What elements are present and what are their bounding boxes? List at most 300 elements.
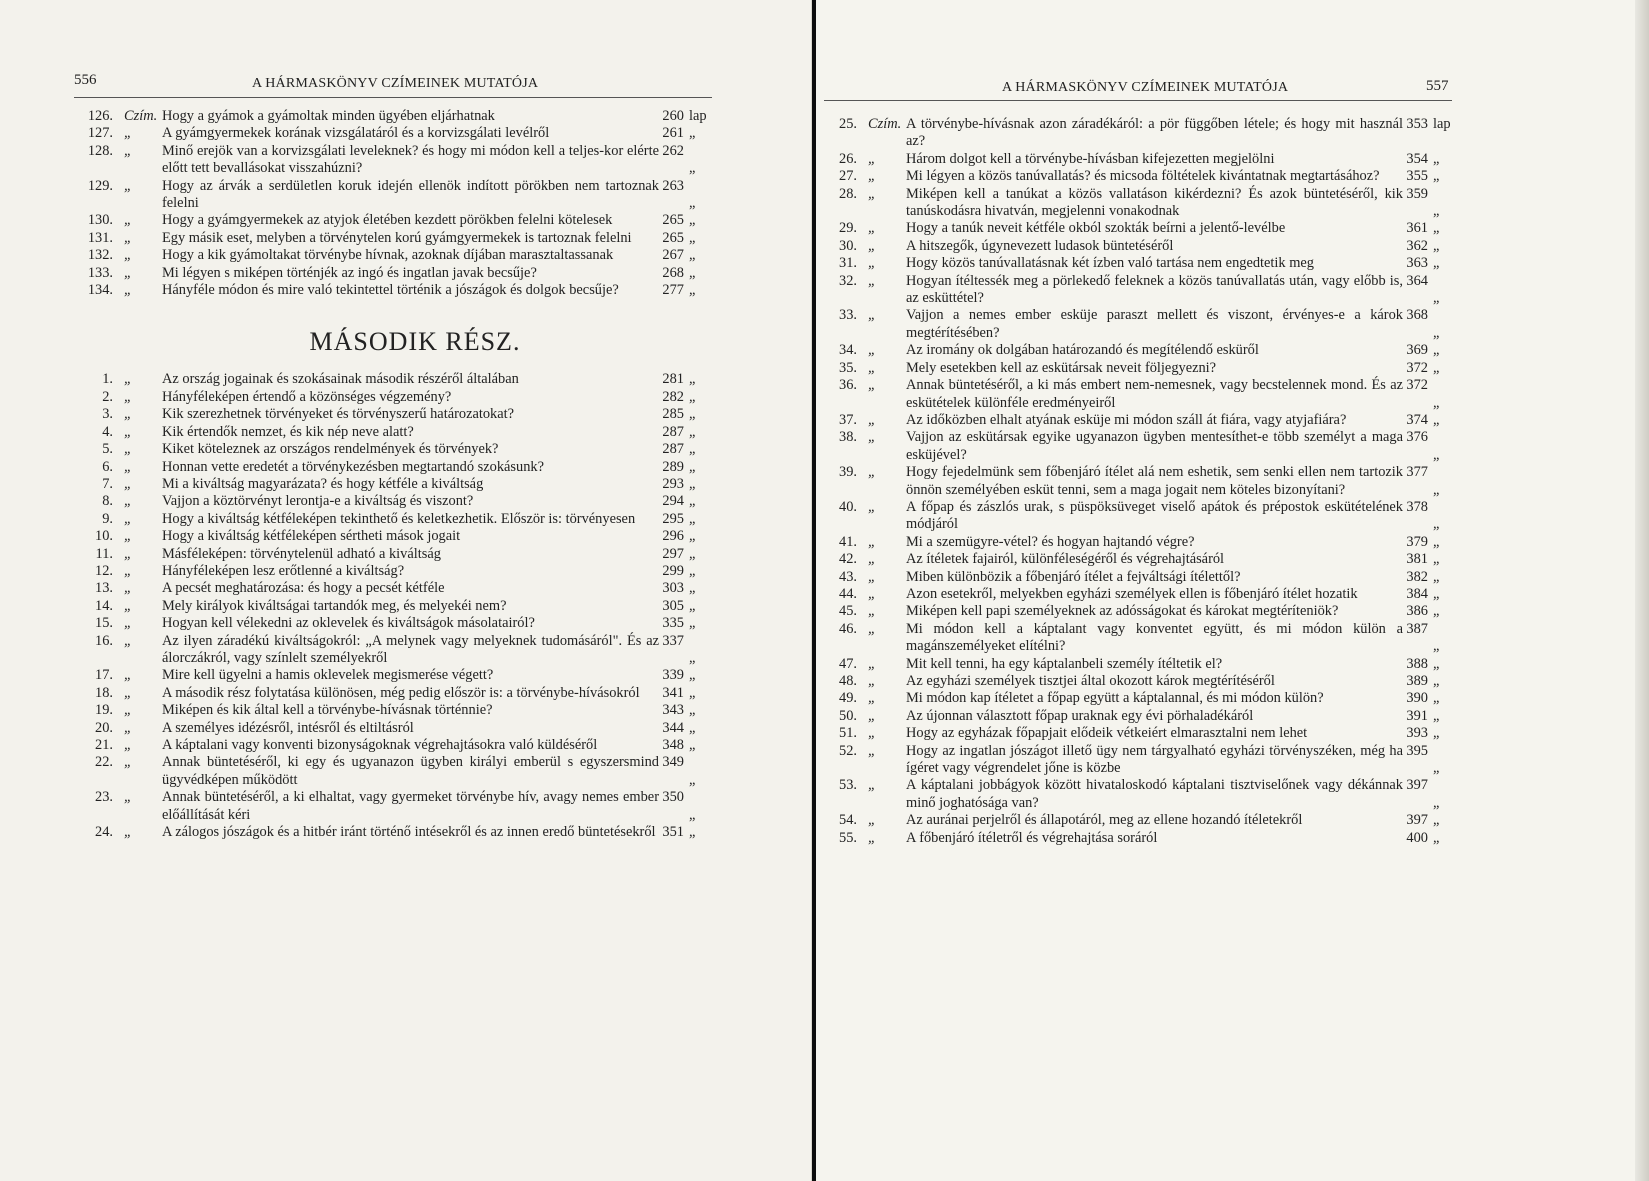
entry-page-unit: „ (1433, 638, 1440, 655)
entry-number: 41. (839, 533, 857, 550)
entry-title: Mely esetekben kell az eskütársak neveit följegyezni? (906, 359, 1217, 376)
toc-entry (72, 598, 712, 615)
entry-title: Mi a szemügyre-vétel? és hogyan hajtandó végre? (906, 533, 1195, 550)
entry-title: Hogy az egyházak főpapjait elődeik vétkeiért elmarasztalni nem lehet (906, 725, 1308, 742)
entry-number: 33. (839, 307, 857, 324)
entry-page: 261 (662, 125, 684, 142)
entry-number: 6. (102, 458, 113, 475)
toc-entry (816, 186, 1456, 221)
entry-number: 40. (839, 498, 857, 515)
entry-page: 295 (662, 510, 684, 527)
toc-entry (72, 371, 712, 388)
entry-number: 22. (95, 754, 113, 771)
entry-title: Az ítéletek fajairól, különféleségéről és végrehajtásáról (906, 551, 1225, 568)
entry-page: 305 (662, 597, 684, 614)
entry-page-unit: „ (1433, 446, 1440, 463)
entry-number: 4. (102, 423, 113, 440)
running-head: A HÁRMASKÖNYV CZÍMEINEK MUTATÓJA (252, 76, 539, 91)
entry-number: 3. (102, 406, 113, 423)
entry-prefix: „ (868, 742, 877, 759)
entry-number: 47. (839, 655, 857, 672)
entry-title: Vajjon a nemes ember esküje paraszt mellett és viszont, érvényes-e a károk megtérítésében? (906, 307, 1403, 341)
entry-title: Mit kell tenni, ha egy káptalanbeli személy ítéltetik el? (906, 655, 1223, 672)
toc-entry (72, 528, 712, 545)
toc-entry (816, 777, 1456, 812)
entry-page-unit: „ (689, 545, 696, 562)
entry-title: A gyámgyermekek korának vizsgálatáról és a korvizsgálati levélről (162, 125, 550, 142)
entry-title: Hogy a kiváltság kétféleképen tekinthető és keletkezhetik. Először is: törvényesen (162, 510, 636, 527)
entry-page-unit: „ (1433, 168, 1440, 185)
toc-entry (72, 476, 712, 493)
entry-prefix: „ (868, 255, 877, 272)
entry-page: 377 (1406, 464, 1428, 481)
entry-page-unit: „ (689, 212, 696, 229)
toc-entry (72, 737, 712, 754)
entry-page-unit: „ (689, 771, 696, 788)
entry-page-unit: „ (689, 493, 696, 510)
entry-title: Kiket köteleznek az országos rendelmények és törvények? (162, 441, 499, 458)
entry-page: 303 (662, 580, 684, 597)
page-number: 556 (74, 72, 97, 88)
entry-page: 361 (1406, 220, 1428, 237)
entry-page: 344 (662, 719, 684, 736)
entry-page: 391 (1406, 707, 1428, 724)
entry-prefix: „ (868, 411, 877, 428)
entry-page: 397 (1406, 777, 1428, 794)
entry-prefix: „ (124, 615, 133, 632)
toc-entry (72, 702, 712, 719)
entry-number: 55. (839, 829, 857, 846)
entry-page-unit: „ (1433, 290, 1440, 307)
toc-list-part-two (72, 371, 712, 841)
entry-prefix: Czím. (868, 116, 902, 132)
entry-page: 296 (662, 528, 684, 545)
toc-entry (816, 464, 1456, 499)
entry-prefix: „ (124, 229, 133, 246)
entry-prefix: „ (124, 212, 133, 229)
entry-number: 35. (839, 359, 857, 376)
entry-number: 51. (839, 725, 857, 742)
entry-title: A pecsét meghatározása: és hogy a pecsét kétféle (162, 580, 445, 597)
entry-page: 265 (662, 212, 684, 229)
entry-prefix: „ (868, 359, 877, 376)
toc-entry (816, 812, 1456, 829)
entry-number: 45. (839, 603, 857, 620)
toc-entry (816, 255, 1456, 272)
entry-page: 348 (662, 737, 684, 753)
entry-prefix: „ (124, 458, 133, 475)
entry-page-unit: „ (1433, 150, 1440, 167)
entry-number: 20. (95, 719, 113, 736)
entry-page: 337 (662, 632, 684, 649)
entry-title: Miképen kell papi személyeknek az adósságokat és károkat megtéríteniök? (906, 603, 1339, 620)
entry-number: 48. (839, 673, 857, 689)
entry-number: 129. (87, 177, 113, 194)
entry-page-unit: „ (1433, 812, 1440, 829)
entry-number: 30. (839, 237, 857, 254)
entry-page: 353 (1406, 116, 1428, 132)
entry-page-unit: „ (1433, 760, 1440, 777)
entry-page: 282 (662, 388, 684, 405)
entry-page-unit: „ (1433, 603, 1440, 620)
entry-title: A hitszegők, úgynevezett ludasok büntetéséről (906, 237, 1174, 254)
entry-number: 16. (95, 632, 113, 649)
entry-title: Annak büntetéséről, a ki más embert nem-nemesnek, vagy becstelennek mond. És az eskütételek különféle eredményeiről (906, 377, 1403, 411)
entry-page: 397 (1406, 812, 1428, 829)
entry-prefix: „ (868, 603, 877, 620)
entry-page-unit: „ (689, 388, 696, 405)
toc-entry (72, 720, 712, 737)
entry-page: 364 (1406, 272, 1428, 289)
entry-title: A káptalani jobbágyok között hivataloskodó káptalani tisztviselőnek vagy dékánnak minő joghatósága van? (906, 777, 1403, 811)
entry-number: 126. (87, 108, 113, 124)
entry-title: Annak büntetéséről, a ki elhaltat, vagy gyermeket törvénybe hív, avagy nemes ember előállítását kéri (162, 789, 659, 823)
entry-prefix: „ (868, 533, 877, 550)
entry-number: 38. (839, 429, 857, 446)
left-page (0, 0, 812, 1181)
entry-prefix: „ (124, 247, 133, 264)
entry-title: Mi légyen s miképen történjék az ingó és ingatlan javak becsűje? (162, 264, 537, 281)
entry-title: Minő erejök van a korvizsgálati leveleknek? és hogy mi módon kell a teljes-kor elérte előtt tett bevallásokat visszahúzni? (162, 142, 659, 177)
entry-title: Az ilyen záradékú kiváltságokról: „A melynek vagy melyeknek tudomásáról". És az álorczákról, vagy színlelt személyekről (162, 632, 659, 666)
entry-number: 132. (87, 247, 113, 264)
entry-number: 54. (839, 812, 857, 829)
entry-prefix: „ (868, 725, 877, 742)
toc-entry (72, 563, 712, 580)
entry-number: 8. (102, 493, 113, 510)
header-rule (74, 97, 712, 98)
entry-prefix: „ (124, 125, 133, 142)
entry-title: Hogy a gyámok a gyámoltak minden ügyében eljárhatnak (162, 108, 495, 124)
entry-page: 289 (662, 458, 684, 475)
entry-page: 335 (662, 615, 684, 632)
entry-title: A főpap és zászlós urak, s püspöksüveget viselő apátok és prépostok eskütételének módjáról (906, 498, 1403, 533)
toc-entry (816, 307, 1456, 342)
toc-entry (816, 168, 1456, 185)
entry-page-unit: „ (689, 806, 696, 823)
entry-page: 382 (1406, 568, 1428, 585)
entry-title: Miképen kell a tanúkat a közös vallatáson kikérdezni? És azok büntetéséről, kik tanúskodásra hivatván, megjelenni vonakodnak (906, 185, 1403, 220)
toc-entry (816, 412, 1456, 429)
entry-page-unit: lap (1433, 116, 1451, 132)
entry-page-unit: „ (1433, 394, 1440, 411)
entry-title: Kik értendők nemzet, és kik nép neve alatt? (162, 423, 414, 440)
entry-page: 363 (1406, 255, 1428, 272)
entry-number: 10. (95, 528, 113, 545)
entry-title: Annak büntetéséről, ki egy és ugyanazon ügyben királyi emberül s egyszersmind ügyvédképen működött (162, 754, 659, 788)
entry-prefix: „ (868, 150, 877, 167)
toc-entry (816, 116, 1456, 151)
entry-title: Hogy az árvák a serdületlen koruk idején ellenök indított pörökben nem tartoznak felelni (162, 177, 659, 212)
entry-number: 21. (95, 737, 113, 753)
entry-page-unit: „ (689, 264, 696, 281)
entry-number: 134. (87, 282, 113, 299)
entry-page-unit: „ (689, 423, 696, 440)
entry-page-unit: „ (1433, 673, 1440, 689)
entry-page-unit: „ (1433, 829, 1440, 846)
entry-page: 368 (1406, 307, 1428, 324)
toc-entry (72, 789, 712, 824)
entry-title: Hányféleképen lesz erőtlenné a kiváltság? (162, 562, 405, 579)
entry-page-unit: „ (1433, 342, 1440, 359)
entry-prefix: „ (124, 824, 133, 841)
entry-number: 49. (839, 690, 857, 707)
toc-entry (72, 685, 712, 702)
entry-page-unit: „ (689, 406, 696, 423)
entry-page-unit: „ (689, 615, 696, 632)
entry-number: 7. (102, 475, 113, 492)
entry-prefix: „ (124, 510, 133, 527)
entry-title: Az iromány ok dolgában határozandó és megítélendő esküről (906, 342, 1259, 359)
entry-page: 277 (662, 282, 684, 299)
entry-page: 297 (662, 545, 684, 562)
toc-entry (72, 667, 712, 684)
entry-page-unit: „ (1433, 690, 1440, 707)
entry-page-unit: „ (689, 125, 696, 142)
entry-page: 351 (662, 824, 684, 841)
entry-title: Hogy a tanúk neveit kétféle okból szokták beírni a jelentő-levélbe (906, 220, 1286, 237)
entry-prefix: „ (868, 829, 877, 846)
entry-page-unit: „ (689, 229, 696, 246)
entry-title: Mi módon kell a káptalant vagy konventet együtt, és mi módon külön a magánszemélyeket elítélni? (906, 620, 1403, 655)
entry-page: 299 (662, 562, 684, 579)
entry-prefix: „ (868, 551, 877, 568)
entry-page-unit: „ (689, 160, 696, 177)
entry-prefix: „ (124, 667, 133, 684)
header-rule (824, 100, 1452, 101)
entry-page: 384 (1406, 585, 1428, 602)
entry-number: 26. (839, 150, 857, 167)
entry-page-unit: „ (1433, 516, 1440, 533)
entry-number: 29. (839, 220, 857, 237)
entry-title: Hogy a gyámgyermekek az atyjok életében kezdett pörökben felelni kötelesek (162, 212, 613, 229)
entry-title: Hogyan kell vélekedni az oklevelek és kiváltságok másolatairól? (162, 615, 535, 632)
entry-page-unit: „ (689, 282, 696, 299)
entry-prefix: „ (868, 655, 877, 672)
entry-prefix: „ (868, 690, 877, 707)
entry-prefix: „ (124, 789, 133, 806)
entry-page: 343 (662, 702, 684, 719)
entry-page-unit: „ (1433, 551, 1440, 568)
entry-page: 376 (1406, 429, 1428, 446)
entry-page-unit: „ (1433, 533, 1440, 550)
entry-title: Hányféle módon és mire való tekintettel történik a jószágok és dolgok becsűje? (162, 282, 619, 299)
entry-prefix: „ (124, 142, 133, 159)
entry-page-unit: „ (1433, 725, 1440, 742)
page-edge (1635, 0, 1649, 1181)
entry-page: 386 (1406, 603, 1428, 620)
entry-prefix: „ (868, 620, 877, 637)
entry-title: A zálogos jószágok és a hitbér iránt történő intésekről és az innen eredő büntetésekről (162, 824, 656, 841)
toc-entry (816, 429, 1456, 464)
entry-page: 354 (1406, 150, 1428, 167)
toc-entry (816, 534, 1456, 551)
toc-entry (72, 108, 712, 125)
entry-page-unit: „ (689, 649, 696, 666)
entry-page: 388 (1406, 655, 1428, 672)
entry-page-unit: „ (689, 737, 696, 753)
entry-page-unit: „ (1433, 255, 1440, 272)
entry-prefix: Czím. (124, 108, 158, 124)
entry-prefix: „ (124, 388, 133, 405)
entry-page: 260 (662, 108, 684, 124)
entry-number: 46. (839, 620, 857, 637)
entry-title: Az időközben elhalt atyának esküje mi módon száll át fiára, vagy atyjafiára? (906, 411, 1347, 428)
toc-entry (816, 708, 1456, 725)
entry-number: 133. (87, 264, 113, 281)
entry-page-unit: „ (1433, 203, 1440, 220)
entry-title: A főbenjáró ítéletről és végrehajtása soráról (906, 829, 1158, 846)
entry-number: 15. (95, 615, 113, 632)
entry-page: 350 (662, 789, 684, 806)
toc-entry (816, 360, 1456, 377)
entry-prefix: „ (868, 464, 877, 481)
entry-title: Mi módon kap ítéletet a főpap együtt a káptalannal, és mi módon külön? (906, 690, 1324, 707)
entry-page: 378 (1406, 498, 1428, 515)
entry-number: 9. (102, 510, 113, 527)
toc-entry (72, 178, 712, 213)
toc-entry (72, 511, 712, 528)
entry-number: 44. (839, 585, 857, 602)
entry-page-unit: „ (689, 562, 696, 579)
entry-number: 34. (839, 342, 857, 359)
entry-page-unit: „ (1433, 220, 1440, 237)
entry-title: A törvénybe-hívásnak azon záradékáról: a pör függőben létele; és hogy mit használ az? (906, 116, 1403, 150)
entry-page: 268 (662, 264, 684, 281)
entry-title: Mi légyen a közös tanúvallatás? és micsoda föltételek kivántatnak megtartásához? (906, 168, 1380, 185)
entry-page: 389 (1406, 673, 1428, 689)
entry-page: 267 (662, 247, 684, 264)
entry-page-unit: „ (689, 195, 696, 212)
entry-page: 263 (662, 177, 684, 194)
entry-number: 25. (839, 116, 857, 132)
entry-page: 265 (662, 229, 684, 246)
entry-number: 131. (87, 229, 113, 246)
toc-left (72, 108, 712, 841)
entry-page: 374 (1406, 411, 1428, 428)
entry-prefix: „ (124, 737, 133, 753)
entry-page: 369 (1406, 342, 1428, 359)
entry-prefix: „ (868, 812, 877, 829)
entry-prefix: „ (868, 673, 877, 689)
entry-number: 43. (839, 568, 857, 585)
entry-number: 127. (87, 125, 113, 142)
entry-page: 355 (1406, 168, 1428, 185)
entry-prefix: „ (124, 371, 133, 388)
entry-prefix: „ (124, 580, 133, 597)
toc-entry (816, 551, 1456, 568)
entry-title: Vajjon a köztörvényt lerontja-e a kiváltság és viszont? (162, 493, 474, 510)
entry-prefix: „ (124, 632, 133, 649)
entry-title: Mely királyok kiváltságai tartandók meg, és melyekéi nem? (162, 597, 507, 614)
entry-title: Miben különbözik a főbenjáró ítélet a fejváltsági ítélettől? (906, 568, 1241, 585)
entry-page-unit: „ (689, 597, 696, 614)
entry-number: 130. (87, 212, 113, 229)
entry-page: 390 (1406, 690, 1428, 707)
entry-prefix: „ (124, 493, 133, 510)
entry-number: 39. (839, 464, 857, 481)
entry-page-unit: „ (689, 667, 696, 684)
entry-page-unit: „ (1433, 359, 1440, 376)
toc-entry (816, 743, 1456, 778)
entry-page: 379 (1406, 533, 1428, 550)
toc-entry (816, 621, 1456, 656)
entry-number: 28. (839, 185, 857, 202)
right-page (816, 0, 1649, 1181)
entry-page-unit: „ (689, 371, 696, 388)
entry-page-unit: „ (689, 580, 696, 597)
entry-title: Hogy a kik gyámoltakat törvénybe hívnak, azoknak díjában marasztaltassanak (162, 247, 614, 264)
entry-title: Azon esetekről, melyekben egyházi személyek ellen is főbenjáró ítélet hozatik (906, 585, 1358, 602)
entry-prefix: „ (124, 719, 133, 736)
toc-entry (72, 459, 712, 476)
entry-title: Hogyan ítéltessék meg a pörlekedő feleknek a közös tanúvallatás után, vagy előbb is, az esküttétel? (906, 272, 1403, 307)
entry-title: Hányféleképen értendő a közönséges végzemény? (162, 388, 452, 405)
entry-prefix: „ (868, 342, 877, 359)
entry-number: 36. (839, 377, 857, 394)
entry-page: 349 (662, 754, 684, 771)
toc-entry (72, 265, 712, 282)
entry-page-unit: „ (689, 719, 696, 736)
entry-page: 393 (1406, 725, 1428, 742)
entry-page: 395 (1406, 742, 1428, 759)
entry-page: 341 (662, 684, 684, 701)
entry-prefix: „ (124, 406, 133, 423)
entry-page-unit: „ (689, 458, 696, 475)
toc-entry (72, 580, 712, 597)
entry-title: Miképen és kik által kell a törvénybe-hívásnak történnie? (162, 702, 493, 719)
entry-page: 281 (662, 371, 684, 388)
toc-entry (816, 603, 1456, 620)
entry-prefix: „ (868, 429, 877, 446)
toc-entry (816, 586, 1456, 603)
toc-entry (816, 273, 1456, 308)
entry-number: 52. (839, 742, 857, 759)
entry-prefix: „ (868, 237, 877, 254)
entry-page-unit: „ (1433, 237, 1440, 254)
entry-page-unit: „ (1433, 585, 1440, 602)
entry-page: 362 (1406, 237, 1428, 254)
entry-page-unit: „ (1433, 568, 1440, 585)
entry-prefix: „ (868, 568, 877, 585)
entry-number: 37. (839, 411, 857, 428)
entry-title: A személyes idézésről, intésről és eltiltásról (162, 719, 414, 736)
entry-page-unit: „ (1433, 794, 1440, 811)
entry-title: Az ország jogainak és szokásainak második részéről általában (162, 371, 519, 388)
toc-entry (72, 230, 712, 247)
entry-number: 50. (839, 707, 857, 724)
toc-entry (72, 247, 712, 264)
toc-entry (816, 499, 1456, 534)
entry-page: 293 (662, 475, 684, 492)
entry-page: 287 (662, 441, 684, 458)
entry-number: 128. (87, 142, 113, 159)
entry-number: 27. (839, 168, 857, 185)
toc-entry (816, 151, 1456, 168)
entry-page: 359 (1406, 185, 1428, 202)
entry-prefix: „ (868, 307, 877, 324)
entry-title: Az egyházi személyek tisztjei által okozott károk megtérítéséről (906, 673, 1275, 689)
entry-title: Honnan vette eredetét a törvénykezésben megtartandó szokásunk? (162, 458, 544, 475)
toc-entry (816, 656, 1456, 673)
entry-number: 2. (102, 388, 113, 405)
entry-prefix: „ (868, 707, 877, 724)
entry-page: 387 (1406, 620, 1428, 637)
toc-entry (72, 406, 712, 423)
toc-right (816, 116, 1456, 847)
entry-prefix: „ (124, 423, 133, 440)
entry-page-unit: lap (689, 108, 707, 124)
